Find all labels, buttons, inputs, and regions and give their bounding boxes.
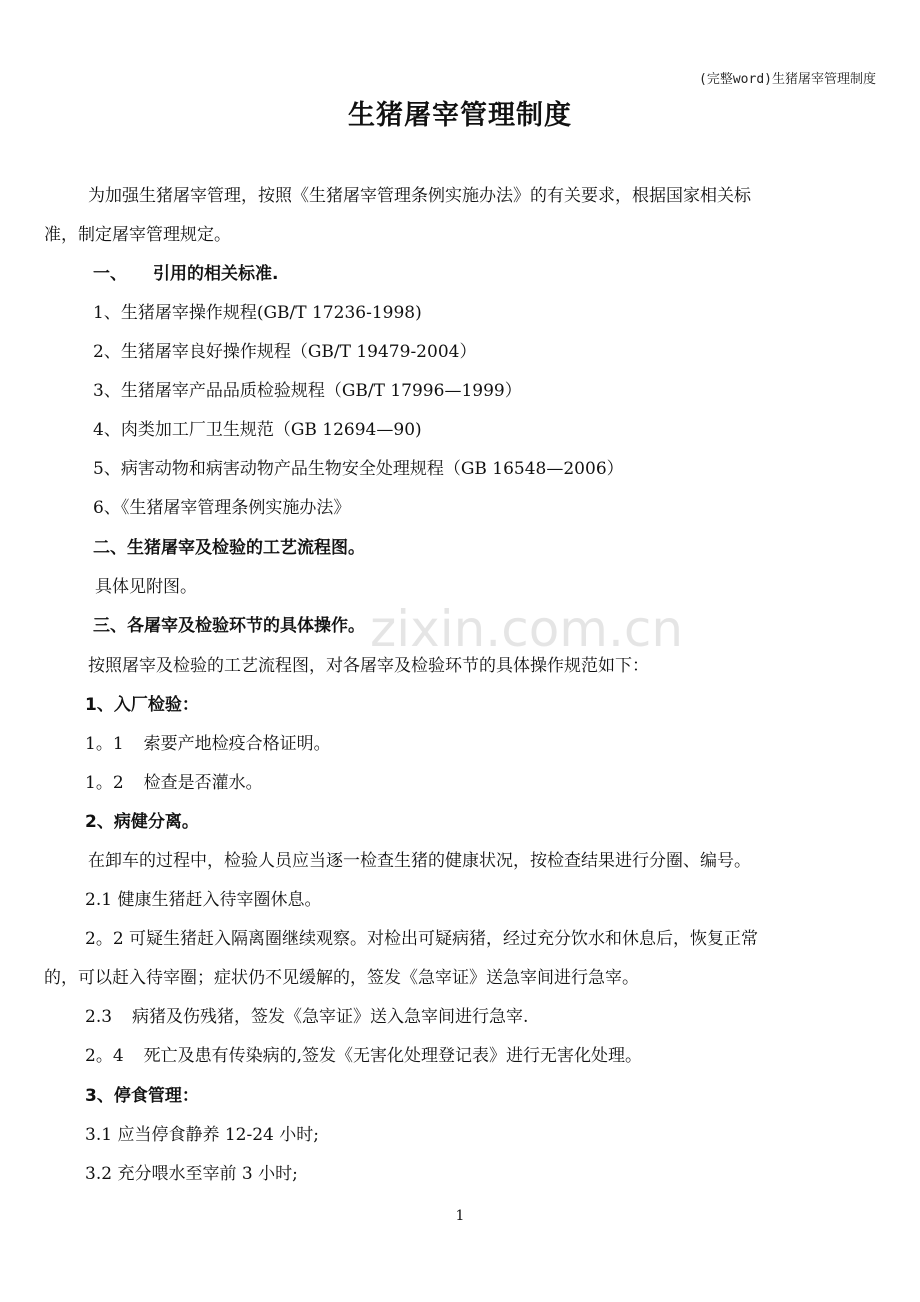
intro-paragraph-line-1: 为加强生猪屠宰管理，按照《生猪屠宰管理条例实施办法》的有关要求，根据国家相关标 xyxy=(88,186,751,206)
item-2-3 xyxy=(85,1006,528,1028)
document-title: 生猪屠宰管理制度 xyxy=(348,100,572,131)
section-1-number: 一、 xyxy=(93,264,127,284)
item-2-2-line-1: 2。2 可疑生猪赶入隔离圈继续观察。对检出可疑病猪，经过充分饮水和休息后，恢复正常 xyxy=(85,929,759,949)
subsection-3-heading: 3、停食管理： xyxy=(85,1086,199,1106)
item-1-1 xyxy=(85,733,331,755)
item-3-2: 3.2 充分喂水至宰前 3 小时; xyxy=(85,1164,298,1184)
page-number: 1 xyxy=(455,1208,465,1224)
item-2-4-number: 2。4 xyxy=(85,1046,124,1066)
section-3-heading: 三、各屠宰及检验环节的具体操作。 xyxy=(93,616,365,636)
item-1-1-text: 索要产地检疫合格证明。 xyxy=(143,734,331,754)
item-2-3-number: 2.3 xyxy=(85,1007,113,1027)
intro-paragraph-line-2: 准，制定屠宰管理规定。 xyxy=(44,225,231,245)
item-1-2-text: 检查是否灌水。 xyxy=(143,773,263,793)
item-2-4 xyxy=(85,1045,642,1067)
standard-item-5: 5、病害动物和病害动物产品生物安全处理规程（GB 16548—2006） xyxy=(93,459,624,479)
standard-item-4: 4、肉类加工厂卫生规范（GB 12694—90) xyxy=(93,420,422,440)
section-2-heading: 二、生猪屠宰及检验的工艺流程图。 xyxy=(93,538,365,558)
standard-item-1: 1、生猪屠宰操作规程(GB/T 17236-1998) xyxy=(93,303,422,323)
section-1-text: 引用的相关标准. xyxy=(153,264,279,284)
watermark: zixin.com.cn xyxy=(370,600,684,658)
item-3-1: 3.1 应当停食静养 12-24 小时; xyxy=(85,1125,319,1145)
item-2-1: 2.1 健康生猪赶入待宰圈休息。 xyxy=(85,890,322,910)
standard-item-6: 6、《生猪屠宰管理条例实施办法》 xyxy=(93,498,351,518)
subsection-1-heading: 1、入厂检验： xyxy=(85,695,199,715)
item-1-2 xyxy=(85,772,263,794)
subsection-2-body: 在卸车的过程中，检验人员应当逐一检查生猪的健康状况，按检查结果进行分圈、编号。 xyxy=(88,851,751,871)
header-note: (完整word)生猪屠宰管理制度 xyxy=(699,72,876,87)
section-2-body: 具体见附图。 xyxy=(95,577,197,597)
subsection-2-heading: 2、病健分离。 xyxy=(85,812,199,832)
section-3-body: 按照屠宰及检验的工艺流程图，对各屠宰及检验环节的具体操作规范如下： xyxy=(88,656,649,676)
standard-item-2: 2、生猪屠宰良好操作规程（GB/T 19479-2004） xyxy=(93,342,477,362)
item-2-3-text: 病猪及伤残猪，签发《急宰证》送入急宰间进行急宰. xyxy=(132,1007,529,1027)
standard-item-3: 3、生猪屠宰产品品质检验规程（GB/T 17996—1999） xyxy=(93,381,522,401)
section-1-heading xyxy=(93,263,278,285)
item-1-2-number: 1。2 xyxy=(85,773,124,793)
item-1-1-number: 1。1 xyxy=(85,734,124,754)
item-2-2-line-2: 的，可以赶入待宰圈；症状仍不见缓解的，签发《急宰证》送急宰间进行急宰。 xyxy=(44,968,639,988)
item-2-4-text: 死亡及患有传染病的,签发《无害化处理登记表》进行无害化处理。 xyxy=(143,1046,643,1066)
